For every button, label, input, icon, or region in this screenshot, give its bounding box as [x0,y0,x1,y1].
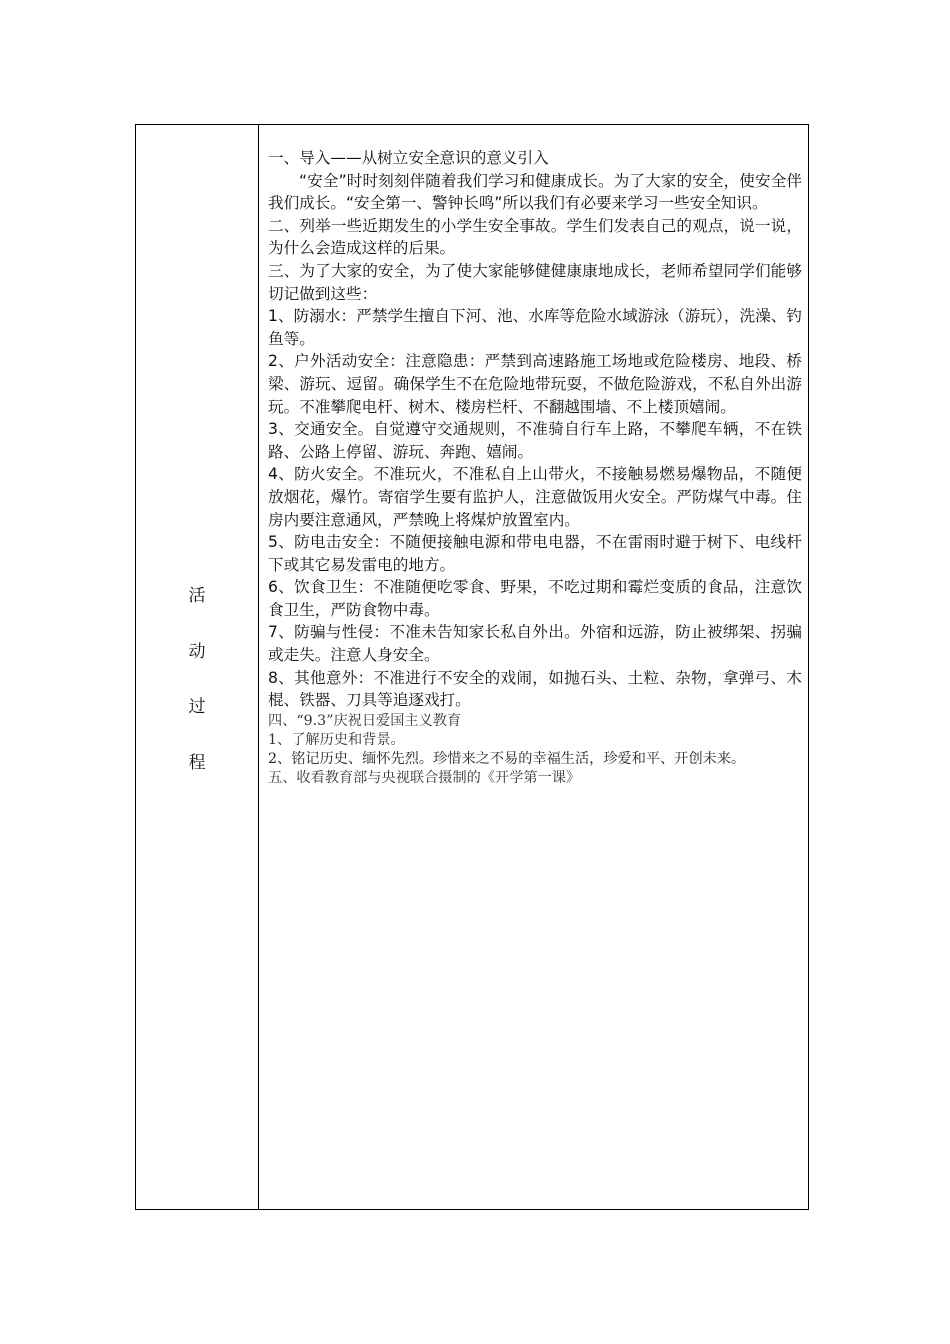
item-8: 8、其他意外：不准进行不安全的戏闹，如抛石头、土粒、杂物，拿弹弓、木棍、铁器、刀具等追逐戏打。 [268,668,802,710]
content-cell [259,125,808,1209]
label-cell [136,125,259,1209]
intro-text: “安全”时时刻刻伴随着我们学习和健康成长。为了大家的安全，使安全伴我们成长。“安全第一、警钟长鸣”所以我们有必要来学习一些安全知识。 [268,171,802,213]
section-4: 四、“9.3”庆祝日爱国主义教育 [268,712,462,729]
intro-heading: 一、导入——从树立安全意识的意义引入 [268,149,549,167]
item-3: 3、交通安全。自觉遵守交通规则，不准骑自行车上路，不攀爬车辆，不在铁路、公路上停留、游玩、奔跑、嬉闹。 [268,420,802,461]
section-3: 三、为了大家的安全，为了使大家能够健健康康地成长，老师希望同学们能够切记做到这些： [268,261,802,303]
label-char: 活 [188,586,206,606]
section-4-item-2: 2、铭记历史、缅怀先烈。珍惜来之不易的幸福生活，珍爱和平、开创未来。 [268,751,746,768]
item-2: 2、户外活动安全：注意隐患：严禁到高速路施工场地或危险楼房、地段、桥梁、游玩、逗留。确保学生不在危险地带玩耍，不做危险游戏，不私自外出游玩。不准攀爬电杆、树木、楼房栏杆、不翻越围墙、不上楼顶嬉闹。 [268,352,802,416]
label-char: 过 [188,697,206,717]
section-4-item-1: 1、了解历史和背景。 [268,731,405,748]
item-5: 5、防电击安全：不随便接触电源和带电电器，不在雷雨时避于树下、电线杆下或其它易发雷电的地方。 [268,533,802,574]
item-7: 7、防骗与性侵：不准未告知家长私自外出。外宿和远游，防止被绑架、拐骗或走失。注意人身安全。 [268,623,802,665]
label-text [136,569,258,791]
item-4: 4、防火安全。不准玩火，不准私自上山带火，不接触易燃易爆物品，不随便放烟花，爆竹。寄宿学生要有监护人，注意做饭用火安全。严防煤气中毒。住房内要注意通风，严禁晚上将煤炉放置室内。 [268,465,802,529]
label-char: 程 [188,752,206,773]
item-1: 1、防溺水：严禁学生擅自下河、池、水库等危险水域游泳（游玩），洗澡、钓鱼等。 [268,307,802,348]
activity-table [135,124,809,1210]
section-5: 五、收看教育部与央视联合摄制的《开学第一课》 [268,770,581,787]
label-char: 动 [188,641,206,662]
section-2: 二、列举一些近期发生的小学生安全事故。学生们发表自己的观点，说一说，为什么会造成这样的后果。 [268,216,802,258]
item-6: 6、饮食卫生：不准随便吃零食、野果，不吃过期和霉烂变质的食品，注意饮食卫生，严防食物中毒。 [268,578,802,619]
